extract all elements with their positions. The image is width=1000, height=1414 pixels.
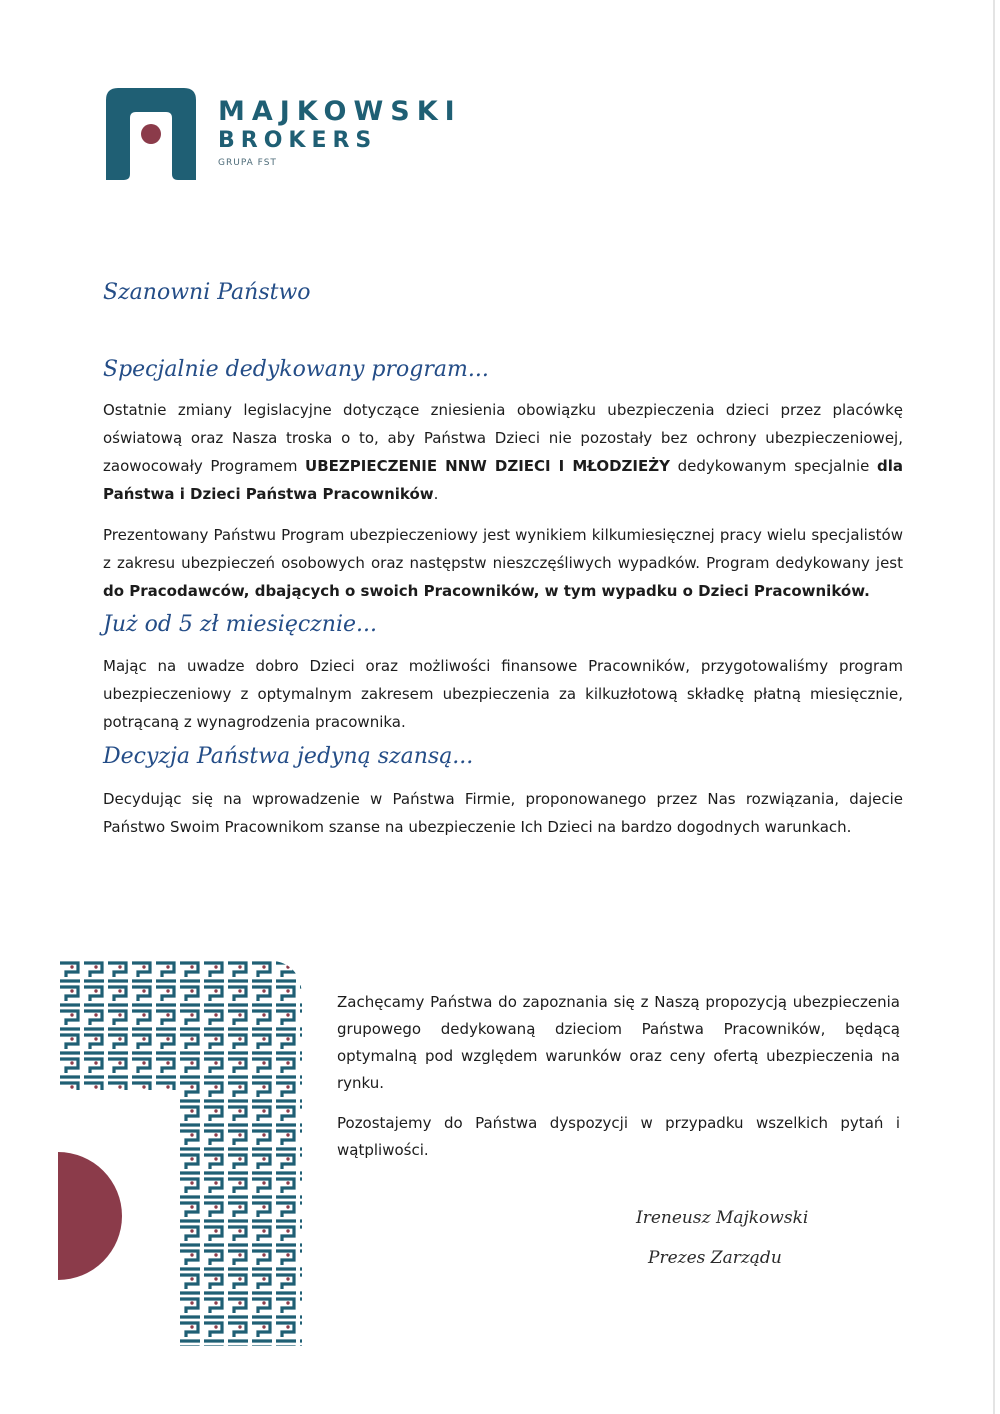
bold-text-run: UBEZPIECZENIE NNW DZIECI I MŁODZIEŻY (305, 457, 670, 475)
greeting: Szanowni Państwo (103, 280, 311, 305)
signature-name: Ireneusz Majkowski (636, 1208, 809, 1228)
company-logo (106, 88, 466, 183)
section-heading-program: Specjalnie dedykowany program... (103, 357, 489, 382)
text-run: Mając na uwadze dobro Dzieci oraz możliwości finansowe Pracowników, przygotowaliśmy program ubezpieczeniowy z optymalnym zakresem ubezpieczenia za kilkuzłotową składkę płatną miesięcznie, potrącaną z wynagrodzenia pracownika. (103, 657, 903, 731)
decorative-half-disc (58, 1152, 122, 1280)
closing-paragraph: Zachęcamy Państwa do zapoznania się z Naszą propozycją ubezpieczenia grupowego dedykowaną dzieciom Państwa Pracowników, będącą optymalną pod względem warunków oraz ceny ofertą ubezpieczenia na rynku. (337, 993, 900, 1092)
signature-title: Prezes Zarządu (648, 1248, 782, 1268)
bold-text-run: dla Państwa i Dzieci Państwa Pracowników (103, 457, 903, 503)
text-run: Decydując się na wprowadzenie w Państwa Firmie, proponowanego przez Nas rozwiązania, dajecie Państwo Swoim Pracownikom szanse na ubezpieczenie Ich Dzieci na bardzo dogodnych warunkach. (103, 790, 903, 836)
logo-mark-icon (106, 88, 196, 180)
page-edge (993, 0, 995, 1414)
paragraph-decision (103, 785, 903, 841)
section-heading-price: Już od 5 zł miesięcznie... (103, 612, 377, 637)
bold-text-run: do Pracodawców, dbających o swoich Pracowników, w tym wypadku o Dzieci Pracowników. (103, 582, 870, 600)
brand-name-line1: MAJKOWSKI (218, 96, 462, 127)
paragraph-program-details (103, 521, 903, 605)
brand-name-line2: BROKERS (218, 128, 378, 153)
text-run: Prezentowany Państwu Program ubezpieczeniowy jest wynikiem kilkumiesięcznej pracy wielu specjalistów z zakresu ubezpieczeń osobowych oraz następstw nieszczęśliwych wypadków. Program dedykowany jest (103, 526, 903, 572)
closing-contact: Pozostajemy do Państwa dyspozycji w przypadku wszelkich pytań i wątpliwości. (337, 1114, 900, 1159)
paragraph-price (103, 652, 903, 736)
section-heading-decision: Decyzja Państwa jedyną szansą... (103, 744, 474, 769)
paragraph-program-intro (103, 396, 903, 508)
text-run: dedykowanym specjalnie (670, 457, 877, 475)
text-run: Ostatnie zmiany legislacyjne dotyczące zniesienia obowiązku ubezpieczenia dzieci przez placówkę oświatową oraz Nasza troska o to, aby Państwa Dzieci nie pozostały bez ochrony ubezpieczeniowej, zaowocowały Programem (103, 401, 903, 475)
text-run: . (433, 485, 439, 503)
brand-group: GRUPA FST (218, 158, 277, 168)
